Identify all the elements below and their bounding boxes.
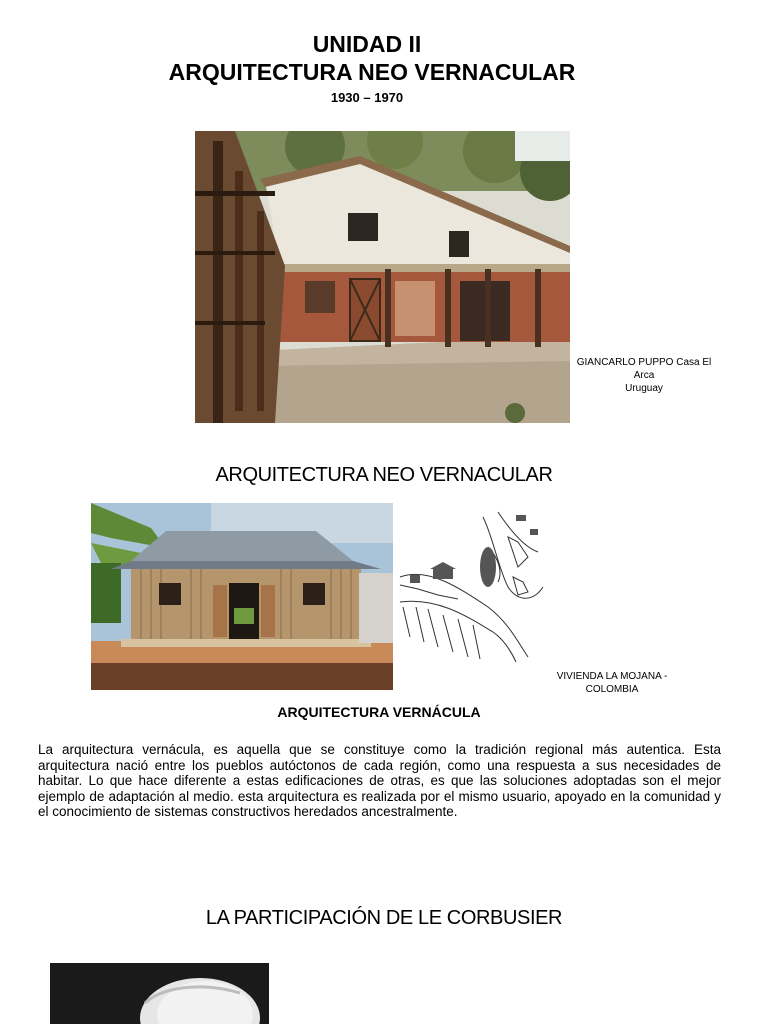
la-mojana-sketch xyxy=(398,507,548,665)
section-heading-le-corbusier: LA PARTICIPACIÓN DE LE CORBUSIER xyxy=(205,907,563,929)
vivienda-la-mojana-photo xyxy=(91,503,393,690)
photo2-caption-line2: COLOMBIA xyxy=(585,684,639,695)
casa-el-arca-photo xyxy=(195,131,570,423)
photo2-caption-line1: VIVIENDA LA MOJANA - xyxy=(556,671,668,682)
section-heading-neo-vernacular: ARQUITECTURA NEO VERNACULAR xyxy=(215,464,553,486)
photo2-caption xyxy=(541,670,683,696)
section-heading-vernacula: ARQUITECTURA VERNÁCULA xyxy=(277,704,481,720)
photo1-caption xyxy=(568,356,720,395)
photo1-caption-line1: GIANCARLO PUPPO Casa El Arca xyxy=(576,357,712,381)
unit-title: UNIDAD II xyxy=(312,31,422,57)
le-corbusier-portrait xyxy=(50,963,269,1024)
photo1-caption-line2: Uruguay xyxy=(625,383,663,394)
page-title: ARQUITECTURA NEO VERNACULAR xyxy=(168,59,576,85)
date-range: 1930 – 1970 xyxy=(330,90,404,105)
description-paragraph: La arquitectura vernácula, es aquella que se constituye como la tradición regional más autentica. Esta arquitectura nació entre los pueblos autóctonos de cada región, como una respuesta a sus necesidades de habitar. Lo que hace diferente a estas edificaciones de otras, es que las soluciones adoptadas son el mejor ejemplo de adaptación al medio. esta arquitectura es realizada por el mismo usuario, apoyado en la comunidad y el conocimiento de sistemas constructivos heredados ancestralmente. xyxy=(38,742,721,819)
